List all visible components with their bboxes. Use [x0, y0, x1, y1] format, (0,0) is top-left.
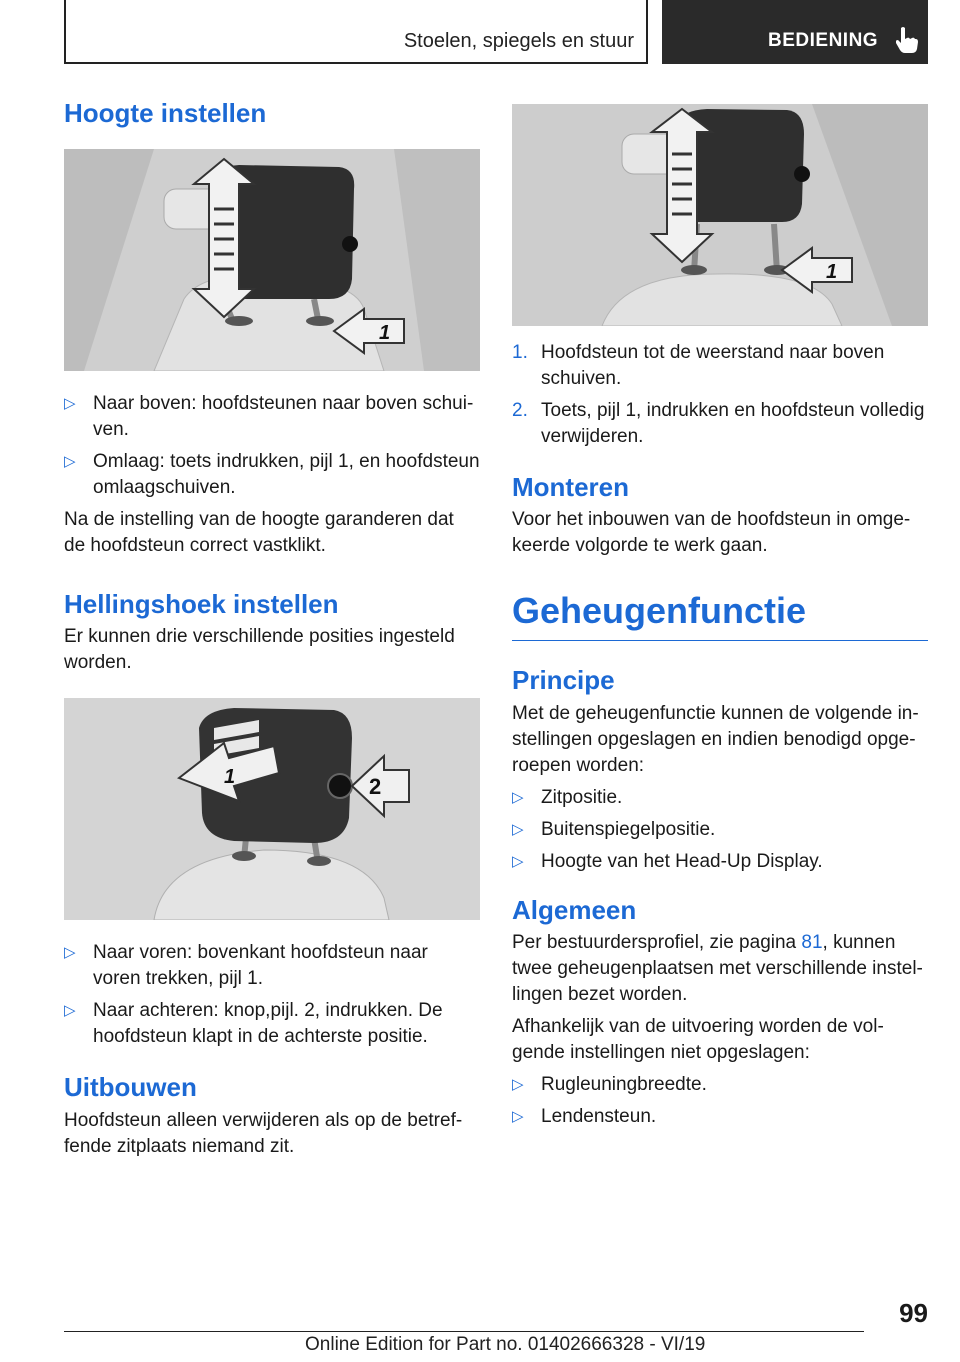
- list-item: ▷ Naar voren: bovenkant hoofdsteun naar voren trekken, pijl 1.: [64, 942, 428, 990]
- list-item: 1. Hoofdsteun tot de weerstand naar boven schuiven.: [512, 342, 885, 389]
- list-item: ▷ Zitpositie.: [512, 785, 928, 811]
- bullet-triangle-icon: ▷: [512, 852, 524, 870]
- figure-label-1: 1: [224, 766, 236, 789]
- page-reference-link[interactable]: 81: [801, 931, 823, 953]
- header-section-title: Stoelen, spiegels en stuur: [403, 30, 634, 52]
- removal-steps: [512, 340, 928, 450]
- header-section-box: [64, 0, 648, 64]
- header-chapter-box: [662, 0, 928, 64]
- heading-geheugenfunctie: Geheugenfunctie: [512, 590, 807, 632]
- list-item: 2. Toets, pijl 1, indrukken en hoofdsteun volledig verwijderen.: [512, 400, 925, 447]
- list-item: ▷ Naar boven: hoofdsteunen naar boven schuiven.: [64, 393, 474, 441]
- monteren-text: Voor het inbouwen van de hoofdsteun in omgekeerde volgorde te werk gaan.: [512, 509, 911, 557]
- algemeen-text-2: Afhankelijk van de uitvoering worden de volgende instellingen niet opgeslagen:: [512, 1015, 884, 1063]
- helling-bullets: [64, 940, 480, 1050]
- bullet-triangle-icon: ▷: [512, 1075, 524, 1093]
- heading-principe: Principe: [512, 665, 615, 696]
- list-item: ▷ Naar achteren: knop,pijl. 2, indrukken. De hoofdsteun klapt in de achterste positie.: [64, 1000, 443, 1048]
- heading-monteren: Monteren: [512, 472, 629, 502]
- footer-rule: [64, 1331, 864, 1332]
- bullet-triangle-icon: ▷: [64, 1002, 76, 1020]
- bullet-triangle-icon: ▷: [64, 453, 76, 471]
- right-column: [512, 104, 928, 1130]
- figure-headrest-height: [64, 149, 480, 371]
- page-number: 99: [899, 1298, 928, 1328]
- heading-uitbouwen: Uitbouwen: [64, 1072, 197, 1103]
- principe-text: Met de geheugenfunctie kunnen de volgende instellingen opgeslagen en indien benodigd opgeroepen worden:: [512, 702, 919, 776]
- uitbouwen-text: Hoofdsteun alleen verwijderen als op de betreffende zitplaats niemand zit.: [64, 1109, 463, 1157]
- helling-text: Er kunnen drie verschillende posities ingesteld worden.: [64, 626, 455, 674]
- figure-label-1: 1: [826, 261, 838, 283]
- heading-algemeen: Algemeen: [512, 894, 637, 925]
- bullet-triangle-icon: ▷: [512, 1107, 524, 1125]
- pointing-hand-icon: [896, 26, 918, 54]
- heading-hellingshoek-instellen: Hellingshoek instellen: [64, 589, 339, 620]
- heading-rule: [512, 640, 928, 641]
- figure-headrest-tilt: [64, 698, 480, 920]
- figure-label-2: 2: [369, 774, 382, 800]
- hoogte-note: Na de instelling van de hoogte garanderen dat de hoofdsteun correct vastklikt.: [64, 509, 454, 557]
- hoogte-bullets: [64, 391, 480, 501]
- principe-bullets: [512, 785, 928, 875]
- bullet-triangle-icon: ▷: [512, 820, 524, 838]
- list-item: ▷ Lendensteun.: [512, 1104, 928, 1130]
- figure-label-1: 1: [379, 322, 391, 345]
- left-column: [64, 98, 480, 1160]
- algemeen-bullets: [512, 1072, 928, 1130]
- bullet-triangle-icon: ▷: [64, 395, 76, 413]
- footer-edition: Online Edition for Part no. 01402666328 - VI/19: [305, 1334, 706, 1355]
- heading-hoogte-instellen: Hoogte instellen: [64, 98, 267, 128]
- list-item: ▷ Omlaag: toets indrukken, pijl 1, en hoofdsteun omlaagschuiven.: [64, 451, 480, 499]
- list-item: ▷ Hoogte van het Head-Up Display.: [512, 849, 928, 875]
- figure-headrest-removal: [512, 104, 928, 326]
- list-item: ▷ Buitenspiegelpositie.: [512, 817, 928, 843]
- header-chapter-title: BEDIENING: [768, 30, 879, 51]
- bullet-triangle-icon: ▷: [64, 944, 76, 962]
- bullet-triangle-icon: ▷: [512, 788, 524, 806]
- list-item: ▷ Rugleuningbreedte.: [512, 1072, 928, 1098]
- algemeen-text: Per bestuurdersprofiel, zie pagina 81, kunnen twee geheugenplaatsen met verschillende instellingen bezet worden.: [512, 931, 923, 1005]
